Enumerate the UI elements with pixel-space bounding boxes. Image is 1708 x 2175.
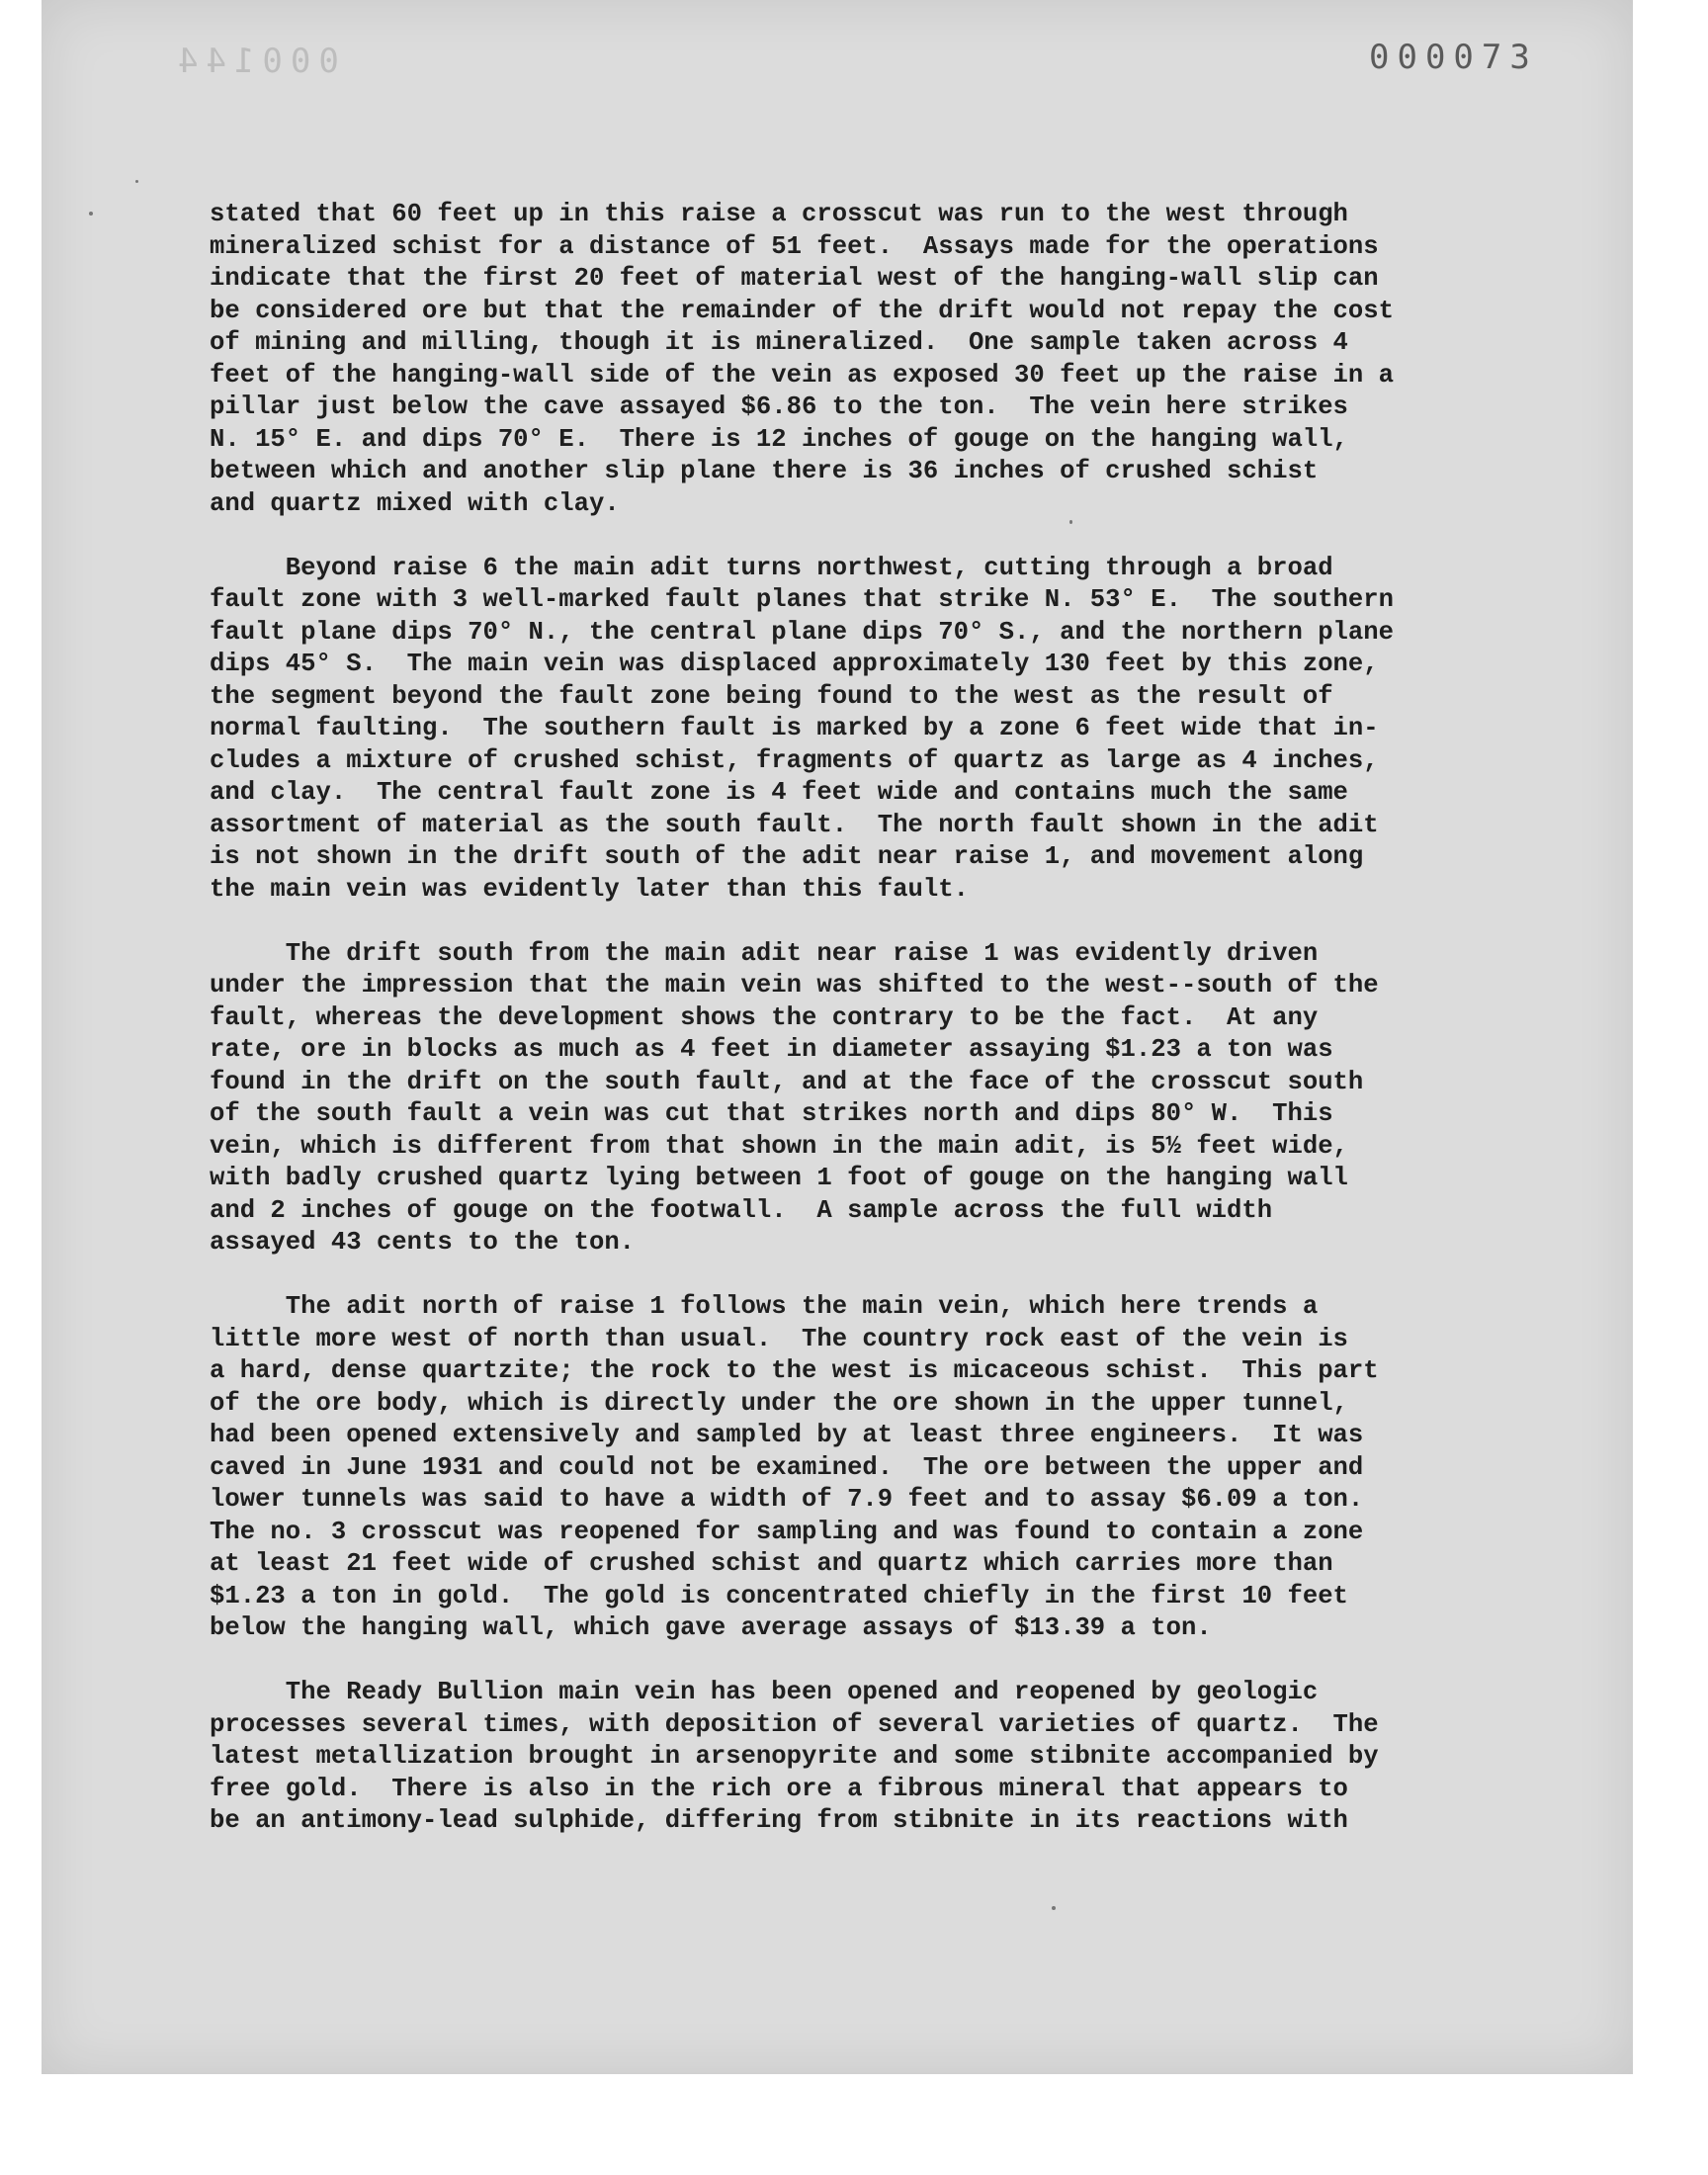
- text-line: little more west of north than usual. The country rock east of the vein is: [210, 1324, 1348, 1353]
- text-line: vein, which is different from that shown in the main adit, is 5½ feet wide,: [210, 1131, 1348, 1161]
- paragraph: [210, 199, 1524, 520]
- text-line: The Ready Bullion main vein has been opened and reopened by geologic: [210, 1678, 1319, 1706]
- text-line: N. 15° E. and dips 70° E. There is 12 inches of gouge on the hanging wall,: [210, 424, 1348, 454]
- text-line: of mining and milling, though it is mineralized. One sample taken across 4: [210, 328, 1348, 357]
- text-line: dips 45° S. The main vein was displaced approximately 130 feet by this zone,: [210, 650, 1379, 678]
- text-line: assayed 43 cents to the ton.: [210, 1228, 636, 1257]
- text-line: and quartz mixed with clay.: [210, 488, 620, 518]
- text-line: $1.23 a ton in gold. The gold is concentrated chiefly in the first 10 feet: [210, 1581, 1348, 1610]
- text-line: found in the drift on the south fault, and at the face of the crosscut south: [210, 1067, 1364, 1096]
- text-line: feet of the hanging-wall side of the vein as exposed 30 feet up the raise in a: [210, 360, 1394, 390]
- paragraph: [210, 553, 1524, 907]
- paragraph: [210, 1291, 1524, 1645]
- page-number: 000073: [1369, 38, 1538, 77]
- text-line: pillar just below the cave assayed $6.86 to the ton. The vein here strikes: [210, 392, 1348, 421]
- text-line: mineralized schist for a distance of 51 feet. Assays made for the operations: [210, 231, 1379, 261]
- text-line: with badly crushed quartz lying between 1 foot of gouge on the hanging wall: [210, 1164, 1348, 1192]
- paragraph: [210, 938, 1524, 1260]
- paragraph: [210, 1677, 1524, 1838]
- text-line: The adit north of raise 1 follows the main vein, which here trends a: [210, 1292, 1319, 1321]
- text-line: rate, ore in blocks as much as 4 feet in diameter assaying $1.23 a ton was: [210, 1035, 1333, 1064]
- text-line: of the ore body, which is directly under the ore shown in the upper tunnel,: [210, 1388, 1348, 1418]
- text-line: at least 21 feet wide of crushed schist and quartz which carries more than: [210, 1549, 1333, 1578]
- text-line: between which and another slip plane there is 36 inches of crushed schist: [210, 457, 1319, 485]
- text-line: assortment of material as the south fault. The north fault shown in the adit: [210, 810, 1379, 839]
- text-line: free gold. There is also in the rich ore a fibrous mineral that appears to: [210, 1774, 1348, 1803]
- text-line: processes several times, with deposition of several varieties of quartz. The: [210, 1709, 1379, 1739]
- text-line: the main vein was evidently later than this fault.: [210, 874, 969, 904]
- text-line: fault zone with 3 well-marked fault planes that strike N. 53° E. The southern: [210, 585, 1394, 614]
- scan-speck: [135, 180, 138, 183]
- text-line: be an antimony-lead sulphide, differing from stibnite in its reactions with: [210, 1806, 1348, 1835]
- text-line: lower tunnels was said to have a width of 7.9 feet and to assay $6.09 a ton.: [210, 1485, 1364, 1514]
- text-line: and clay. The central fault zone is 4 feet wide and contains much the same: [210, 778, 1348, 807]
- text-line: of the south fault a vein was cut that strikes north and dips 80° W. This: [210, 1099, 1333, 1128]
- document-body: [210, 199, 1524, 1838]
- text-line: stated that 60 feet up in this raise a crosscut was run to the west through: [210, 200, 1348, 228]
- text-line: and 2 inches of gouge on the footwall. A sample across the full width: [210, 1195, 1273, 1225]
- text-line: indicate that the first 20 feet of material west of the hanging-wall slip can: [210, 264, 1379, 293]
- text-line: The no. 3 crosscut was reopened for sampling and was found to contain a zone: [210, 1517, 1364, 1546]
- text-line: under the impression that the main vein was shifted to the west--south of the: [210, 971, 1379, 1000]
- text-line: the segment beyond the fault zone being found to the west as the result of: [210, 681, 1333, 711]
- text-line: below the hanging wall, which gave average assays of $13.39 a ton.: [210, 1613, 1212, 1642]
- text-line: a hard, dense quartzite; the rock to the west is micaceous schist. This part: [210, 1356, 1379, 1385]
- text-line: caved in June 1931 and could not be examined. The ore between the upper and: [210, 1452, 1364, 1482]
- text-line: latest metallization brought in arsenopyrite and some stibnite accompanied by: [210, 1742, 1379, 1771]
- text-line: is not shown in the drift south of the adit near raise 1, and movement along: [210, 842, 1364, 871]
- text-line: fault plane dips 70° N., the central plane dips 70° S., and the northern plane: [210, 617, 1394, 647]
- text-line: be considered ore but that the remainder of the drift would not repay the cost: [210, 296, 1394, 325]
- text-line: normal faulting. The southern fault is marked by a zone 6 feet wide that in-: [210, 714, 1379, 742]
- text-line: had been opened extensively and sampled by at least three engineers. It was: [210, 1421, 1364, 1449]
- text-line: Beyond raise 6 the main adit turns northwest, cutting through a broad: [210, 553, 1333, 582]
- text-line: The drift south from the main adit near raise 1 was evidently driven: [210, 938, 1319, 968]
- faded-stamp-number: 000144: [170, 42, 339, 81]
- text-line: cludes a mixture of crushed schist, fragments of quartz as large as 4 inches,: [210, 745, 1379, 775]
- text-line: fault, whereas the development shows the contrary to be the fact. At any: [210, 1002, 1319, 1032]
- scan-speck: [89, 212, 93, 216]
- scan-speck: [1052, 1906, 1056, 1910]
